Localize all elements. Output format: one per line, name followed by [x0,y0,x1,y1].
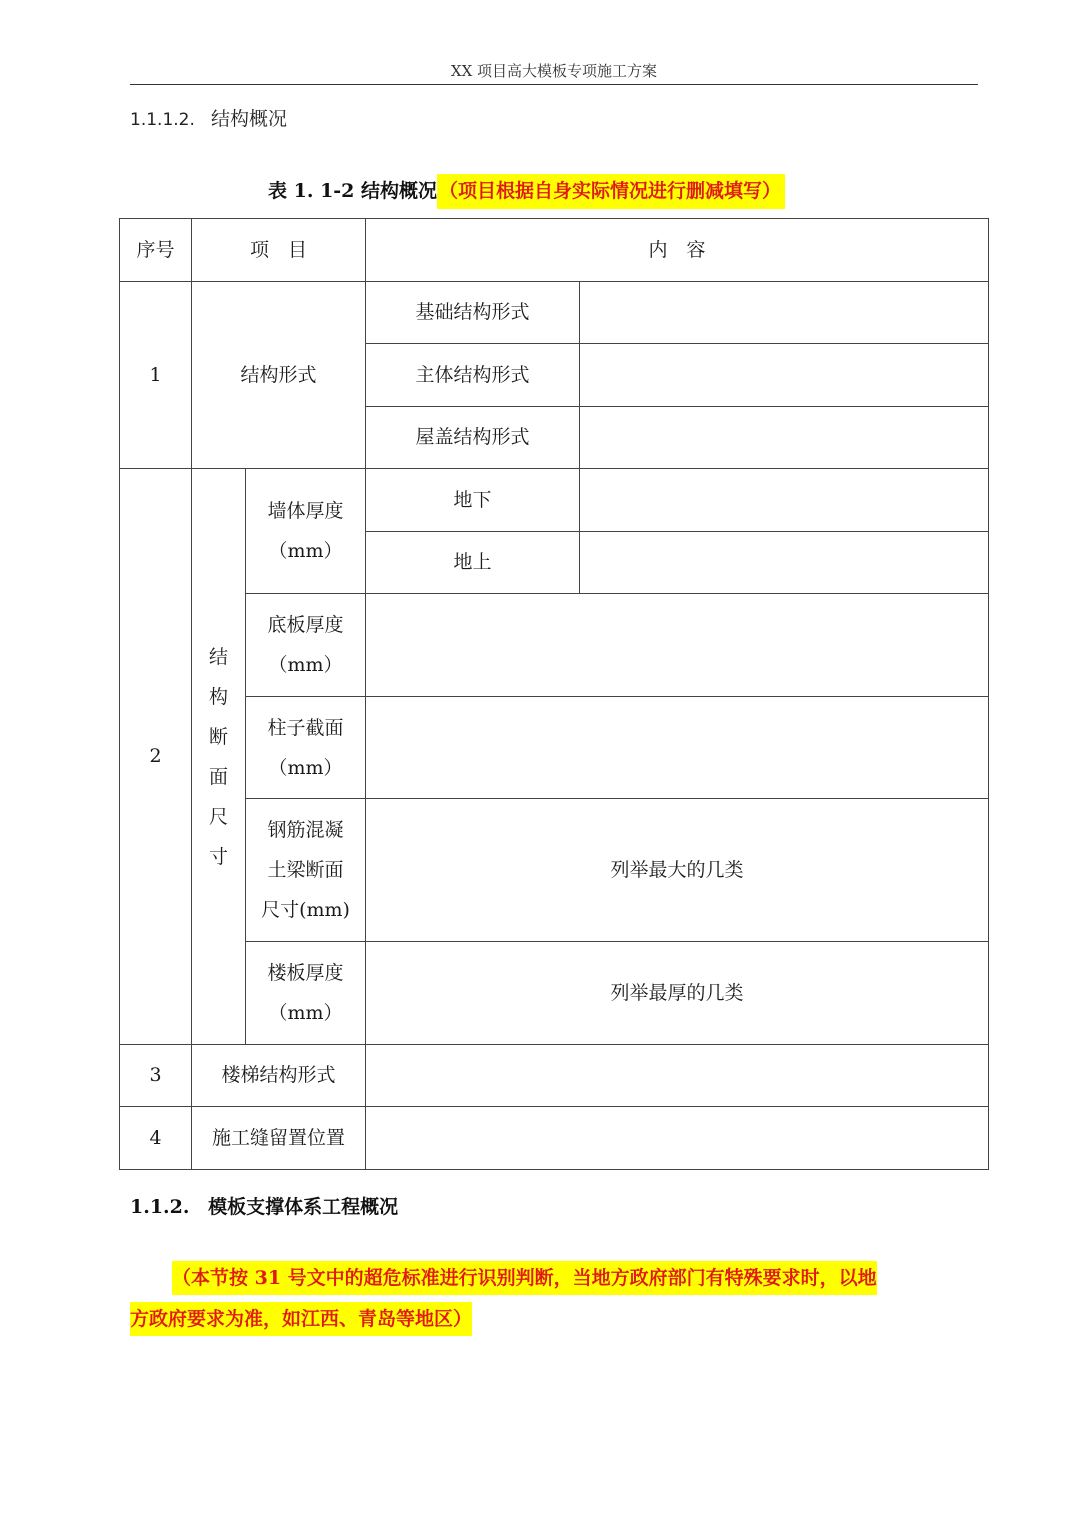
beam-section-label [246,799,366,942]
row2-seq: 2 [120,469,192,1045]
header-content: 内 容 [366,219,989,282]
floor-thickness-value[interactable]: 列举最厚的几类 [366,942,989,1045]
group-char: 结 [208,645,228,668]
subsection-title: 结构概况 [210,108,287,130]
slab-bottom-line1: 底板厚度 [267,614,344,636]
wall-below-value[interactable] [580,469,989,532]
wall-above-label: 地上 [366,532,580,594]
note-line-1-text: （本节按 31 号文中的超危标准进行识别判断，当地方政府部门有特殊要求时，以地 [172,1261,877,1295]
note-line-2 [130,1299,980,1340]
row4-item: 施工缝留置位置 [192,1107,366,1170]
table-row [120,1107,989,1170]
wall-label-line1: 墙体厚度 [267,500,344,522]
table-row [120,799,989,942]
table-caption [268,176,785,203]
table-header-row [120,219,989,282]
table-row [120,942,989,1045]
group-char: 构 [208,685,228,708]
row1-seq: 1 [120,282,192,469]
slab-bottom-line2: （mm） [268,654,343,676]
table-caption-main: 表 1. 1-2 结构概况 [268,180,438,202]
floor-line2: （mm） [268,1002,343,1024]
note-line-1 [130,1258,980,1299]
row2-group-label [192,469,246,1045]
column-line1: 柱子截面 [267,716,344,739]
column-section-label [246,697,366,799]
wall-above-value[interactable] [580,532,989,594]
table-row [120,697,989,799]
column-line2: （mm） [268,756,343,779]
header-seq: 序号 [120,219,192,282]
header-item: 项 目 [192,219,366,282]
row3-item: 楼梯结构形式 [192,1045,366,1107]
section-heading [130,1192,398,1219]
beam-line2: 土梁断面 [267,859,344,881]
row3-value[interactable] [366,1045,989,1107]
group-char: 寸 [208,845,228,868]
row4-seq: 4 [120,1107,192,1170]
table-caption-note: （项目根据自身实际情况进行删减填写） [437,174,785,209]
subsection-heading [130,104,287,131]
structure-table [119,218,989,1170]
highlighted-note [130,1258,980,1340]
beam-line3: 尺寸(mm) [261,899,350,921]
header-rule [130,84,978,85]
page-header: XX 项目高大模板专项施工方案 [450,62,658,80]
table-row [120,594,989,697]
group-char: 断 [208,725,228,748]
row1-value-main[interactable] [580,344,989,407]
beam-section-value[interactable]: 列举最大的几类 [366,799,989,942]
section-number: 1.1.2. [130,1196,190,1218]
wall-thickness-label [246,469,366,594]
floor-line1: 楼板厚度 [267,962,344,984]
table-row [120,282,989,344]
beam-line1: 钢筋混凝 [267,819,344,841]
row1-sub-roof: 屋盖结构形式 [366,407,580,469]
row1-value-roof[interactable] [580,407,989,469]
row1-sub-main: 主体结构形式 [366,344,580,407]
note-line-2-text: 方政府要求为准，如江西、青岛等地区） [130,1302,472,1336]
row1-item: 结构形式 [192,282,366,469]
group-char: 面 [208,765,228,788]
wall-below-label: 地下 [366,469,580,532]
row4-value[interactable] [366,1107,989,1170]
column-section-value[interactable] [366,697,989,799]
row1-value-foundation[interactable] [580,282,989,344]
table-row [120,469,989,532]
subsection-number: 1.1.1.2. [130,110,195,130]
slab-bottom-value[interactable] [366,594,989,697]
table-row [120,1045,989,1107]
floor-thickness-label [246,942,366,1045]
wall-label-line2: （mm） [268,540,343,562]
slab-bottom-label [246,594,366,697]
row3-seq: 3 [120,1045,192,1107]
row1-sub-foundation: 基础结构形式 [366,282,580,344]
section-title: 模板支撑体系工程概况 [208,1196,399,1218]
group-char: 尺 [208,805,228,828]
